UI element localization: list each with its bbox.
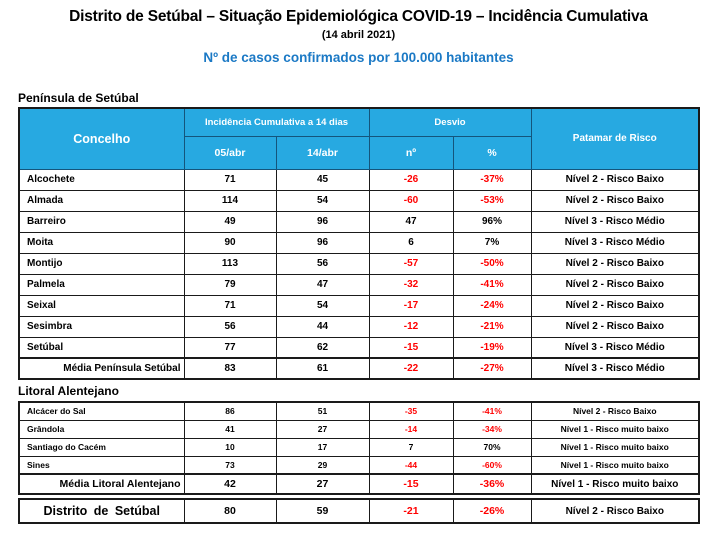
desvio-n-cell: -22	[369, 358, 453, 379]
concelho-cell: Sesimbra	[19, 316, 184, 337]
value-14abr-cell: 54	[276, 190, 369, 211]
incidencia-group-header: Incidência Cumulativa a 14 dias	[184, 108, 369, 136]
table-row	[19, 316, 699, 337]
desvio-n-cell: -17	[369, 295, 453, 316]
value-05abr-cell: 83	[184, 358, 276, 379]
table-row	[19, 295, 699, 316]
value-05abr-cell: 49	[184, 211, 276, 232]
table-row	[19, 274, 699, 295]
date-subtitle: (14 abril 2021)	[321, 29, 396, 41]
table-row	[19, 420, 699, 438]
concelho-cell: Média Península Setúbal	[19, 358, 184, 379]
desvio-n-cell: -14	[369, 420, 453, 438]
risk-cell: Nível 2 - Risco Baixo	[531, 253, 699, 274]
table-row	[19, 169, 699, 190]
litoral-table	[18, 401, 700, 495]
value-05abr-cell: 56	[184, 316, 276, 337]
concelho-cell: Barreiro	[19, 211, 184, 232]
desvio-n-cell: -44	[369, 456, 453, 474]
desvio-pct-cell: -26%	[453, 499, 531, 523]
concelho-cell: Santiago do Cacém	[19, 438, 184, 456]
value-14abr-cell: 59	[276, 499, 369, 523]
value-14abr-cell: 96	[276, 211, 369, 232]
value-05abr-cell: 113	[184, 253, 276, 274]
value-14abr-cell: 27	[276, 474, 369, 494]
desvio-n-cell: -12	[369, 316, 453, 337]
desvio-n-cell: -32	[369, 274, 453, 295]
desvio-pct-cell: -41%	[453, 402, 531, 420]
date2-header: 14/abr	[276, 136, 369, 169]
value-14abr-cell: 17	[276, 438, 369, 456]
value-14abr-cell: 54	[276, 295, 369, 316]
desvio-pct-cell: -21%	[453, 316, 531, 337]
value-14abr-cell: 44	[276, 316, 369, 337]
risk-cell: Nível 2 - Risco Baixo	[531, 499, 699, 523]
desvio-n-cell: -35	[369, 402, 453, 420]
desvio-group-header: Desvio	[369, 108, 531, 136]
total-row	[19, 474, 699, 494]
risk-cell: Nível 2 - Risco Baixo	[531, 295, 699, 316]
concelho-cell: Grândola	[19, 420, 184, 438]
concelho-cell: Seixal	[19, 295, 184, 316]
concelho-cell: Montijo	[19, 253, 184, 274]
desvio-pct-cell: -24%	[453, 295, 531, 316]
desvio-pct-cell: -27%	[453, 358, 531, 379]
peninsula-table	[18, 107, 700, 380]
risk-cell: Nível 2 - Risco Baixo	[531, 190, 699, 211]
table-row	[19, 232, 699, 253]
value-05abr-cell: 114	[184, 190, 276, 211]
desvio-pct-cell: -50%	[453, 253, 531, 274]
risk-cell: Nível 2 - Risco Baixo	[531, 169, 699, 190]
concelho-cell: Palmela	[19, 274, 184, 295]
total-row	[19, 358, 699, 379]
value-05abr-cell: 41	[184, 420, 276, 438]
risk-cell: Nível 2 - Risco Baixo	[531, 402, 699, 420]
desvio-pct-cell: -34%	[453, 420, 531, 438]
desvio-n-cell: -15	[369, 474, 453, 494]
cases-subtitle: Nº de casos confirmados por 100.000 habitantes	[203, 50, 514, 65]
desvio-n-cell: 6	[369, 232, 453, 253]
concelho-cell: Almada	[19, 190, 184, 211]
risk-cell: Nível 2 - Risco Baixo	[531, 316, 699, 337]
page-title: Distrito de Setúbal – Situação Epidemiológica COVID-19 – Incidência Cumulativa	[69, 8, 648, 25]
date1-header: 05/abr	[184, 136, 276, 169]
desvio-n-cell: 7	[369, 438, 453, 456]
desvio-pct-cell: 70%	[453, 438, 531, 456]
desvio-n-cell: 47	[369, 211, 453, 232]
desvio-pct-cell: -19%	[453, 337, 531, 358]
risk-cell: Nível 3 - Risco Médio	[531, 337, 699, 358]
desvio-n-cell: -21	[369, 499, 453, 523]
concelho-cell: Moita	[19, 232, 184, 253]
risk-cell: Nível 3 - Risco Médio	[531, 232, 699, 253]
header-group-row	[19, 108, 699, 136]
desvio-pct-cell: -37%	[453, 169, 531, 190]
concelho-cell: Sines	[19, 456, 184, 474]
district-table	[18, 498, 700, 524]
concelho-cell: Alcochete	[19, 169, 184, 190]
value-05abr-cell: 71	[184, 169, 276, 190]
desvio-n-cell: -57	[369, 253, 453, 274]
desvio-pct-cell: -41%	[453, 274, 531, 295]
value-05abr-cell: 73	[184, 456, 276, 474]
concelho-cell: Setúbal	[19, 337, 184, 358]
table-row	[19, 211, 699, 232]
value-05abr-cell: 42	[184, 474, 276, 494]
value-05abr-cell: 71	[184, 295, 276, 316]
value-05abr-cell: 77	[184, 337, 276, 358]
risk-cell: Nível 1 - Risco muito baixo	[531, 474, 699, 494]
desvio-n-header: nº	[369, 136, 453, 169]
desvio-pct-cell: -60%	[453, 456, 531, 474]
value-14abr-cell: 56	[276, 253, 369, 274]
value-05abr-cell: 86	[184, 402, 276, 420]
section-heading-peninsula: Península de Setúbal	[18, 91, 139, 105]
concelho-cell: Distrito de Setúbal	[19, 499, 184, 523]
desvio-pct-cell: 96%	[453, 211, 531, 232]
value-14abr-cell: 45	[276, 169, 369, 190]
value-14abr-cell: 51	[276, 402, 369, 420]
value-14abr-cell: 27	[276, 420, 369, 438]
table-row	[19, 402, 699, 420]
desvio-n-cell: -15	[369, 337, 453, 358]
value-05abr-cell: 10	[184, 438, 276, 456]
table-row	[19, 438, 699, 456]
concelho-cell: Média Litoral Alentejano	[19, 474, 184, 494]
value-05abr-cell: 90	[184, 232, 276, 253]
table-row	[19, 456, 699, 474]
risk-cell: Nível 1 - Risco muito baixo	[531, 438, 699, 456]
desvio-pct-cell: 7%	[453, 232, 531, 253]
desvio-pct-cell: -53%	[453, 190, 531, 211]
value-14abr-cell: 96	[276, 232, 369, 253]
value-14abr-cell: 62	[276, 337, 369, 358]
risk-cell: Nível 3 - Risco Médio	[531, 358, 699, 379]
value-05abr-cell: 80	[184, 499, 276, 523]
concelho-cell: Alcácer do Sal	[19, 402, 184, 420]
desvio-pct-cell: -36%	[453, 474, 531, 494]
desvio-n-cell: -26	[369, 169, 453, 190]
table-row	[19, 253, 699, 274]
desvio-pct-header: %	[453, 136, 531, 169]
value-14abr-cell: 61	[276, 358, 369, 379]
desvio-n-cell: -60	[369, 190, 453, 211]
value-05abr-cell: 79	[184, 274, 276, 295]
value-14abr-cell: 29	[276, 456, 369, 474]
table-row	[19, 190, 699, 211]
risk-cell: Nível 1 - Risco muito baixo	[531, 420, 699, 438]
district-row	[19, 499, 699, 523]
value-14abr-cell: 47	[276, 274, 369, 295]
section-heading-litoral: Litoral Alentejano	[18, 384, 119, 398]
concelho-header: Concelho	[19, 108, 184, 169]
risk-cell: Nível 2 - Risco Baixo	[531, 274, 699, 295]
risk-cell: Nível 1 - Risco muito baixo	[531, 456, 699, 474]
patamar-header: Patamar de Risco	[531, 108, 699, 169]
table-row	[19, 337, 699, 358]
risk-cell: Nível 3 - Risco Médio	[531, 211, 699, 232]
